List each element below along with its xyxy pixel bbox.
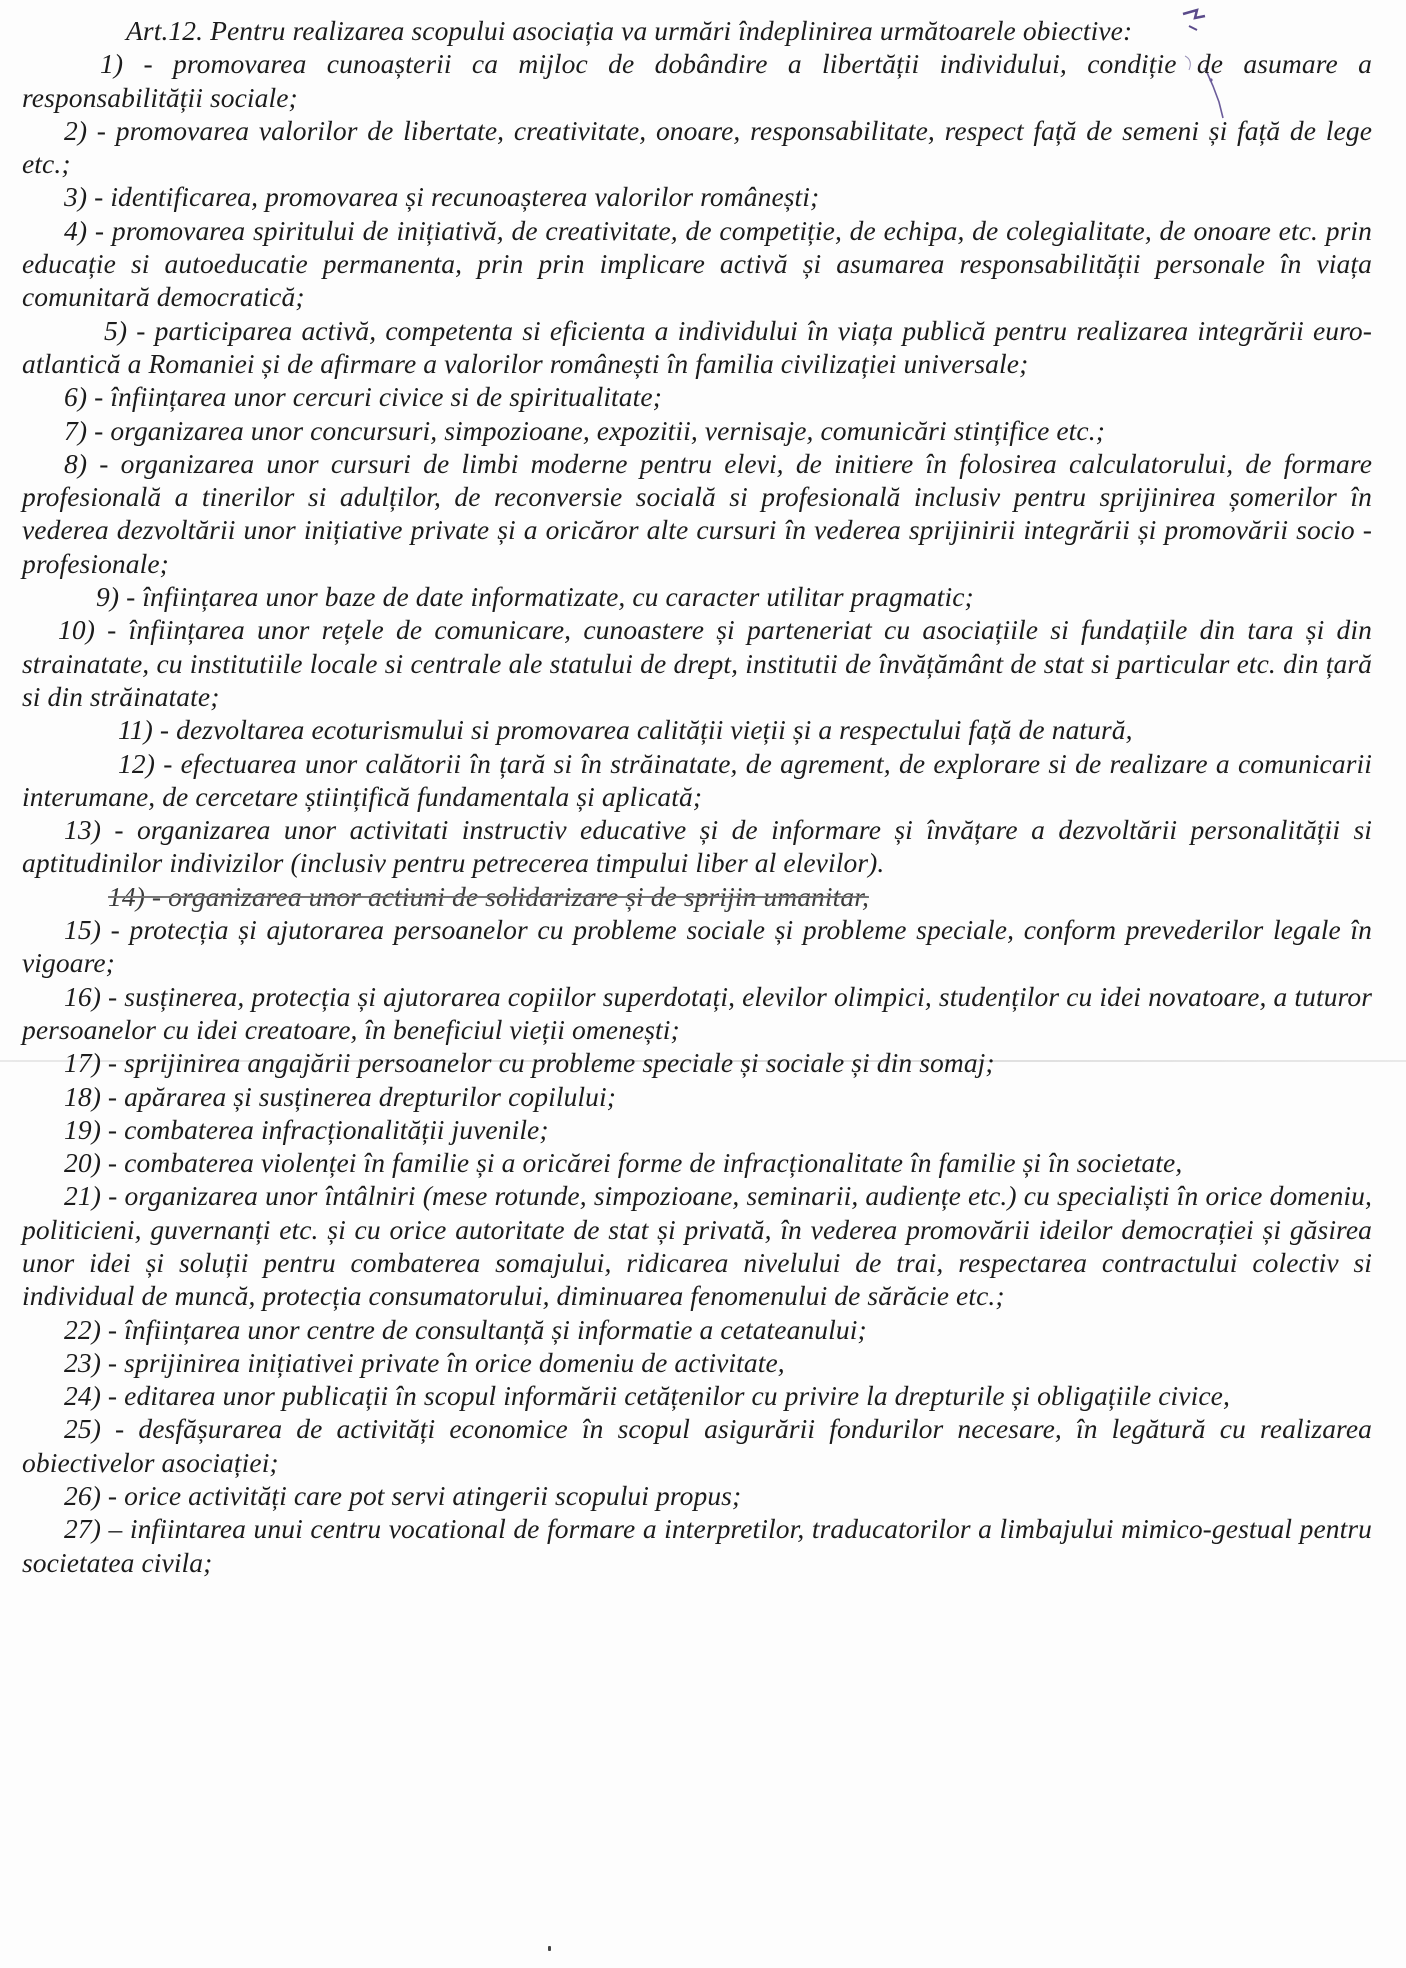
objective-item-26: 26) - orice activități care pot servi atingerii scopului propus; [64,1480,742,1512]
document-body [22,14,1372,1579]
objective-item-4: 4) - promovarea spiritului de inițiativă, de creativitate, de competiție, de echipa, de colegialitate, de onoare etc. prin educație si autoeducatie permanenta, prin prin implicare activă și asumarea responsabilității personale în viața comunitară democratică; [22,214,1372,313]
objective-item-18: 18) - apărarea și susținerea drepturilor copilului; [64,1080,617,1112]
objective-item-3: 3) - identificarea, promovarea și recunoașterea valorilor românești; [64,181,820,213]
objective-item-21: 21) - organizarea unor întâlniri (mese rotunde, simpozioane, seminarii, audiențe etc.) cu specialiști în orice domeniu, politicieni, guvernanți etc. și cu orice autoritate de stat și privată, în vederea promovării ideilor democrației și găsirea unor idei și soluții pentru combaterea somajului, ridicarea nivelului de trai, respectarea contractului colectiv si individual de muncă, protecția consumatorului, diminuarea fenomenului de sărăcie etc.; [22,1180,1372,1312]
objective-item-14-text: 14) - organizarea unor actiuni de solidarizare și de sprijin umanitar, [108,880,869,912]
objective-item-7: 7) - organizarea unor concursuri, simpozioane, expozitii, vernisaje, comunicări stințifice etc.; [64,414,1105,446]
objective-item-8: 8) - organizarea unor cursuri de limbi moderne pentru elevi, de initiere în folosirea calculatorului, de formare profesională a tinerilor si adulților, de reconversie socială si profesională inclusiv pentru sprijinirea șomerilor în vederea dezvoltării unor inițiative private și a oricăror alte cursuri în vederea sprijinirii integrării și promovării socio - profesionale; [22,447,1372,579]
objective-item-27: 27) – infiintarea unui centru vocational de formare a interpretilor, traducatorilor a limbajului mimico-gestual pentru societatea civila; [22,1513,1372,1578]
objective-item-14 [22,880,1372,913]
objective-item-17: 17) - sprijinirea angajării persoanelor cu probleme speciale și sociale și din somaj; [64,1047,995,1079]
objective-item-11: 11) - dezvoltarea ecoturismului si promovarea calității vieții și a respectului față de natură, [118,714,1133,746]
objective-item-20: 20) - combaterea violenței în familie și a oricărei forme de infracționalitate în familie și în societate, [64,1147,1183,1179]
objective-item-24: 24) - editarea unor publicații în scopul informării cetățenilor cu privire la drepturile și obligațiile civice, [64,1380,1230,1412]
objective-item-5: 5) - participarea activă, competenta si eficienta a individului în viața publică pentru realizarea integrării euro-atlantică a Romaniei și de afirmare a valorilor românești în familia civilizației universale; [22,314,1372,379]
objective-item-19: 19) - combaterea infracționalității juvenile; [64,1113,549,1145]
objective-item-10: 10) - înființarea unor rețele de comunicare, cunoastere și parteneriat cu asociațiile si fundațiile din tara și din strainatate, cu institutiile locale si centrale ale statului de drept, institutii de învățământ de stat si particular etc. din țară si din străinatate; [22,614,1372,712]
objective-item-22: 22) - înființarea unor centre de consultanță și informatie a cetateanului; [64,1313,867,1345]
objective-item-1: 1) - promovarea cunoașterii ca mijloc de dobândire a libertății individului, condiție de asumare a responsabilității sociale; [22,48,1372,113]
ink-speck [548,1946,551,1951]
objective-item-2: 2) - promovarea valorilor de libertate, creativitate, onoare, responsabilitate, respect față de semeni și față de lege etc.; [22,114,1372,180]
objective-item-12: 12) - efectuarea unor calătorii în țară si în străinatate, de agrement, de explorare si de realizare a comunicarii interumane, de cercetare științifică fundamentala și aplicată; [22,747,1372,812]
objective-item-25: 25) - desfășurarea de activități economice în scopul asigurării fondurilor necesare, în legătură cu realizarea obiectivelor asociației; [22,1413,1372,1478]
objective-item-15: 15) - protecția și ajutorarea persoanelor cu probleme sociale și probleme speciale, conform prevederilor legale în vigoare; [22,914,1372,979]
article-heading: Art.12. Pentru realizarea scopului asociația va urmări îndeplinirea următoarele obiective: [126,15,1133,46]
objective-item-23: 23) - sprijinirea inițiativei private în orice domeniu de activitate, [64,1346,785,1378]
objective-item-6: 6) - înființarea unor cercuri civice si de spiritualitate; [64,381,662,413]
objective-item-13: 13) - organizarea unor activitati instructiv educative și de informare și învățare a dezvoltării personalității si aptitudinilor indivizilor (inclusiv pentru petrecerea timpului liber al elevilor). [22,814,1372,879]
objective-item-16: 16) - susținerea, protecția și ajutorarea copiilor superdotați, elevilor olimpici, studenților cu idei novatoare, a tuturor persoanelor cu idei creatoare, în beneficiul vieții omenești; [22,980,1372,1045]
objective-item-9: 9) - înființarea unor baze de date informatizate, cu caracter utilitar pragmatic; [96,581,974,613]
